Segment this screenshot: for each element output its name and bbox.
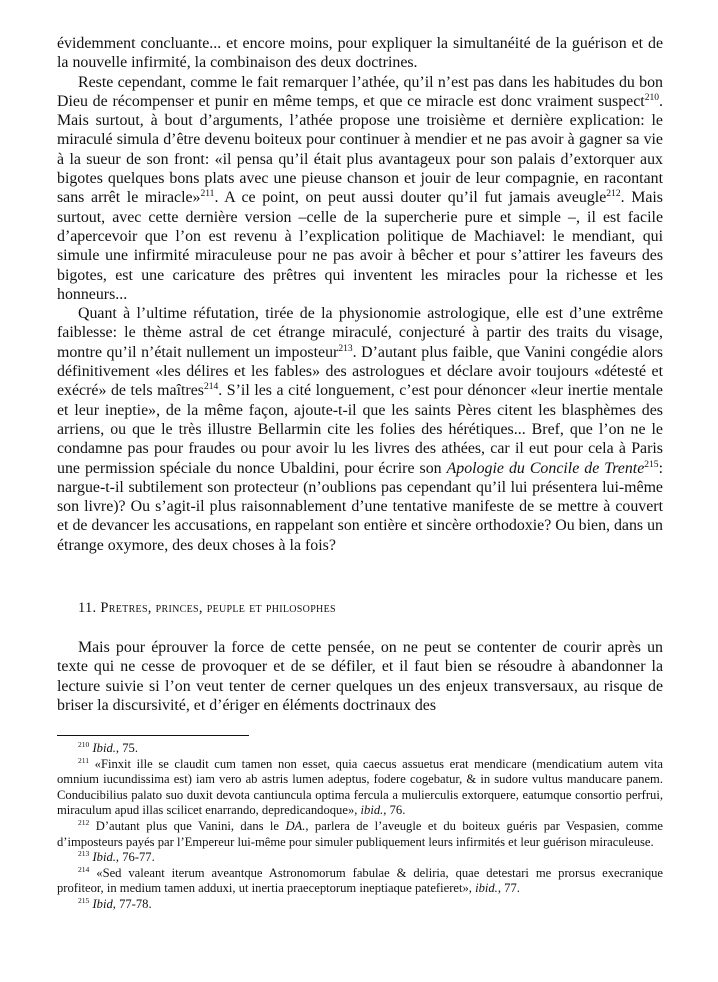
paragraph-3-text-b: . D’autant plus faible, que Vanini congédie alors définitivement «les délires et les fables» des astrologues et déclare avoir toujours «détesté et exécré» de tels maîtres — [57, 343, 663, 400]
paragraph-2-text-c: . A ce point, on peut aussi douter qu’il fut jamais aveugle — [214, 189, 607, 207]
footnote-number: 210 — [78, 740, 90, 750]
paragraph-2-text-d: . Mais surtout, avec cette dernière version –celle de la supercherie pure et simple –, il est facile d’apercevoir que l’on est revenu à l’explication politique de Machiavel: le mendiant, qui simule une infirmité miraculeuse pour ne pas avoir à bêcher et pour s’attirer les faveurs des bigotes, est une caricature des prêtres qui inventent les miracles pour la richesse et les honneurs... — [57, 189, 663, 303]
footnote-214 — [57, 866, 663, 897]
footnote-text: D’autant plus que Vanini, dans le — [95, 818, 286, 833]
footnote-pages: , 76. — [383, 803, 406, 818]
paragraph-1: évidemment concluante... et encore moins, pour expliquer la simultanéité de la guérison et de la nouvelle infirmité, la combinaison des deux doctrines. — [57, 35, 663, 72]
footnote-212 — [57, 819, 663, 850]
footnote-pages: , 76-77. — [115, 850, 155, 865]
paragraph-4: Mais pour éprouver la force de cette pensée, on ne peut se contenter de courir après un texte qui ne cesse de provoquer et de se défiler, et il faut bien se résoudre à abandonner la lecture suivie si l’on veut tenter de cerner quelques un des enjeux transversaux, au risque de briser la discursivité, et d’ériger en éléments doctrinaux des — [57, 639, 663, 714]
footnote-211 — [57, 757, 663, 819]
footnote-text: «Finxit ille se claudit cum tamen non esset, quia caecus assuetus erat mendicare (mendicatium autem vita omnium iucundissima est) iam vero ab astris lumen adeptus, fodere cogebatur, & in sudore vultus manducare panem. Conducibilius palato suo duxit devota cantiuncula optima fercula a mulierculis extorquere, eatumque consortio perfrui, miraculum apud illas scilicet enarrando, depredicandoque», — [57, 756, 663, 818]
footnote-ref-title: Ibid — [92, 896, 113, 911]
footnote-210 — [57, 741, 663, 757]
paragraph-2-text-a: Reste cependant, comme le fait remarquer l’athée, qu’il n’est pas dans les habitudes du bon Dieu de récompenser et punir en même temps, et que ce miracle est donc vraiment suspect — [57, 73, 663, 110]
footnote-text: , parlera de l’aveugle et du boiteux guéris par Vespasien, comme d’imposteurs payés par l’Empereur lui-même pour simuler publiquement leurs infirmités et leur guérison miraculeuse. — [57, 818, 663, 849]
footnote-ref-title: Ibid. — [92, 850, 116, 865]
footnote-215 — [57, 897, 663, 913]
footnote-abbrev: DA. — [285, 818, 306, 833]
paragraph-2-text-b: . Mais surtout, à bout d’arguments, l’athée propose une troisième et dernière explication: le miraculé simula d’être devenu boiteux pour continuer à mendier et ne pas avoir à gagner sa vie à la sueur de son front: «il pensa qu’il était plus avantageux pour son palais d’extorquer aux bigotes quelques bons plats avec une pieuse chanson et jouir de leur compagnie, en racontant sans arrêt le miracle» — [57, 92, 663, 207]
paragraph-3 — [57, 304, 663, 555]
footnote-213 — [57, 850, 663, 866]
footnote-ref-215[interactable]: 215 — [644, 458, 659, 470]
body-text — [57, 34, 663, 555]
footnote-number: 211 — [78, 755, 90, 765]
footnote-ref-title: ibid. — [475, 881, 498, 896]
footnote-text: «Sed valeant iterum aveantque Astronomorum fabulae & deliria, quae detestari me prorsus execranique profiteor, in medium tamen adduxi, ut inertia praeceptorum ineptiaque patefieret», — [57, 865, 664, 896]
footnote-ref-210[interactable]: 210 — [644, 91, 660, 103]
paragraph-3-text-c: . S’il les a cité longuement, c’est pour dénoncer «leur inertie mentale et leur ineptie», de la même façon, ajoute-t-il que les saints Pères citent les blasphèmes des arriens, ou que le très illustre Bellarmin cite les folies des hérétiques... Bref, que l’on ne le condamne pas pour fraudes ou pour avoir lu les livres des athées, car il eut pour cela à Paris une permission spéciale du nonce Ubaldini, pour écrire son — [57, 382, 663, 477]
paragraph-2 — [57, 73, 663, 305]
footnote-ref-213[interactable]: 213 — [338, 342, 353, 354]
footnotes — [57, 741, 663, 913]
paragraph-3-text-a: Quant à l’ultime réfutation, tirée de la physionomie astrologique, elle est d’une extrême faiblesse: le thème astral de cet étrange miraculé, conjecturé à partir des traits du visage, montre qu’il n’était nullement un imposteur — [57, 305, 663, 361]
footnote-pages: , 75. — [115, 741, 138, 755]
footnote-number: 212 — [78, 818, 90, 828]
footnote-number: 214 — [78, 864, 90, 874]
body-text-continued — [57, 638, 663, 715]
footnote-separator — [57, 735, 249, 736]
section-heading — [78, 600, 336, 617]
paragraph-3-text-d: : nargue-t-il subtilement son protecteur (n’oublions pas cependant qu’il lui présentera lui-même son livre)? Ou s’agit-il plus raisonnablement d’une tentative manifeste de se mettre à couvert et de devancer les accusations, en rappelant son entière et sincère orthodoxie? Ou bien, dans un étrange oxymore, des deux choses à la fois? — [57, 459, 663, 554]
footnote-ref-212[interactable]: 212 — [606, 188, 621, 200]
footnote-pages: , 77-78. — [112, 896, 152, 911]
footnote-ref-214[interactable]: 214 — [203, 381, 219, 393]
footnote-number: 213 — [78, 849, 90, 859]
footnote-ref-title: ibid. — [360, 803, 384, 818]
footnote-ref-title: Ibid. — [92, 741, 116, 755]
book-title: Apologie du Concile de Trente — [446, 459, 645, 477]
footnote-pages: , 77. — [497, 881, 520, 896]
footnote-number: 215 — [78, 896, 90, 906]
footnote-ref-211[interactable]: 211 — [200, 188, 215, 200]
section-heading-text: 11. Pretres, princes, peuple et philosophes — [78, 600, 336, 616]
